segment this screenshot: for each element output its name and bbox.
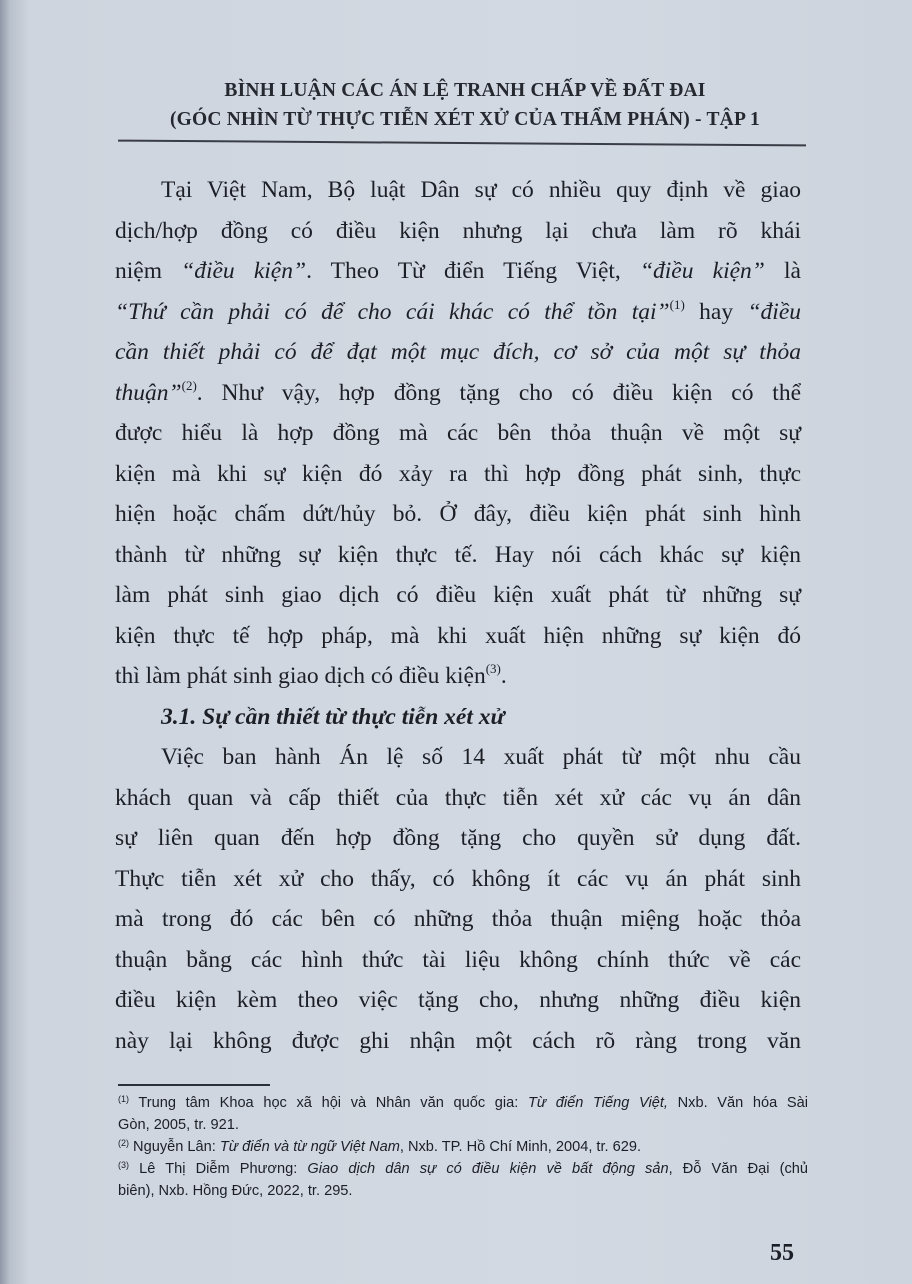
header-title: BÌNH LUẬN CÁC ÁN LỆ TRANH CHẤP VỀ ĐẤT ĐAI (224, 80, 706, 101)
italic-text: thuận” (115, 379, 182, 406)
text: Nxb. Văn hóa Sài (667, 1095, 808, 1111)
footnote-line (118, 1136, 808, 1158)
text-line (115, 332, 801, 373)
text: Gòn, 2005, tr. 921. (118, 1117, 239, 1133)
text: . Như vậy, hợp đồng tặng cho có điều kiện có thể (196, 379, 801, 406)
text: khách quan và cấp thiết của thực tiễn xét xử các vụ án dân (115, 784, 801, 811)
text: Nguyễn Lân: (129, 1139, 220, 1155)
text-line (115, 656, 801, 697)
footnote (118, 1092, 808, 1136)
text-line (115, 616, 801, 657)
text: kiện thực tế hợp pháp, mà khi xuất hiện những sự kiện đó (115, 622, 801, 649)
footnote-line (118, 1114, 808, 1136)
footnote-marker: (1) (118, 1094, 129, 1104)
footnote (118, 1136, 808, 1158)
italic-text: “điều kiện” (181, 258, 307, 284)
text: Việc ban hành Án lệ số 14 xuất phát từ một nhu cầu (161, 744, 801, 770)
text-line (115, 737, 801, 778)
text-line (115, 1021, 801, 1062)
paragraph (115, 737, 801, 1061)
header-rule (118, 140, 806, 147)
text: này lại không được ghi nhận một cách rõ ràng trong văn (115, 1027, 801, 1054)
text-line (115, 778, 801, 819)
text: . Theo Từ điển Tiếng Việt, (306, 258, 640, 284)
text: thì làm phát sinh giao dịch có điều kiện (115, 663, 486, 689)
footnote-separator (118, 1084, 270, 1086)
section-heading (115, 697, 801, 738)
text-line (115, 899, 801, 940)
text-line (115, 211, 801, 252)
footnote (118, 1158, 808, 1202)
text-line (115, 292, 801, 333)
text-line (115, 454, 801, 495)
text: Trung tâm Khoa học xã hội và Nhân văn quốc gia: (129, 1095, 528, 1111)
footnote-line (118, 1092, 808, 1114)
text: sự liên quan đến hợp đồng tặng cho quyền sử dụng đất. (115, 825, 801, 851)
text-line (115, 859, 801, 900)
text: 3.1. Sự cần thiết từ thực tiễn xét xử (161, 703, 505, 730)
text: Tại Việt Nam, Bộ luật Dân sự có nhiều quy định về giao (161, 177, 801, 203)
text: kiện mà khi sự kiện đó xảy ra thì hợp đồng phát sinh, thực (115, 460, 801, 487)
italic-text: “điều (747, 298, 801, 325)
text: điều kiện kèm theo việc tặng cho, nhưng những điều kiện (115, 987, 801, 1013)
text: . (500, 663, 507, 689)
footnote-marker: (3) (118, 1160, 129, 1170)
text-line (115, 818, 801, 859)
text-line (115, 575, 801, 616)
header-subtitle: (GÓC NHÌN TỪ THỰC TIỄN XÉT XỬ CỦA THẨM PHÁN) - TẬP 1 (169, 109, 761, 130)
italic-text: Từ điển và từ ngữ Việt Nam (219, 1139, 400, 1155)
text-line (115, 373, 801, 414)
italic-text: “điều kiện” (639, 258, 765, 284)
footnote-marker: (2) (181, 377, 197, 393)
text: hay (684, 298, 748, 325)
text-line (115, 697, 801, 738)
text: thuận bằng các hình thức tài liệu không chính thức về các (115, 946, 801, 973)
text-line (115, 251, 801, 292)
text: là (764, 258, 801, 284)
text-line (115, 980, 801, 1021)
footnote-line (118, 1180, 808, 1202)
footnote-line (118, 1158, 808, 1180)
italic-text: Từ điển Tiếng Việt, (527, 1095, 668, 1111)
text: niệm (115, 258, 182, 284)
text: , Nxb. TP. Hồ Chí Minh, 2004, tr. 629. (399, 1139, 642, 1155)
text: , Đỗ Văn Đại (chủ (668, 1161, 809, 1177)
text-line (115, 940, 801, 981)
text: mà trong đó các bên có những thỏa thuận miệng hoặc thỏa (115, 906, 801, 932)
text-line (115, 494, 801, 535)
italic-text: “Thứ cần phải có để cho cái khác có thể tồn tại” (115, 298, 670, 325)
footnote-marker: (1) (669, 296, 685, 312)
footnotes (118, 1092, 808, 1202)
text-line (115, 413, 801, 454)
body-text (115, 170, 801, 1061)
italic-text: cần thiết phải có để đạt một mục đích, cơ sở của một sự thỏa (115, 339, 801, 365)
text: dịch/hợp đồng có điều kiện nhưng lại chưa làm rõ khái (115, 217, 801, 244)
italic-text: Giao dịch dân sự có điều kiện về bất động sản (307, 1161, 669, 1177)
text: hiện hoặc chấm dứt/hủy bỏ. Ở đây, điều kiện phát sinh hình (115, 501, 801, 527)
text: Thực tiễn xét xử cho thấy, có không ít các vụ án phát sinh (115, 865, 801, 892)
text: thành từ những sự kiện thực tế. Hay nói cách khác sự kiện (115, 541, 801, 568)
text-line (115, 170, 801, 211)
text: biên), Nxb. Hồng Đức, 2022, tr. 295. (118, 1183, 353, 1199)
page-number: 55 (770, 1240, 794, 1266)
text: Lê Thị Diễm Phương: (129, 1161, 308, 1177)
footnote-marker: (2) (118, 1138, 129, 1148)
running-header (120, 76, 810, 134)
footnote-marker: (3) (485, 661, 501, 676)
text: làm phát sinh giao dịch có điều kiện xuất phát từ những sự (115, 582, 801, 608)
text-line (115, 535, 801, 576)
paragraph (115, 170, 801, 697)
text: được hiểu là hợp đồng mà các bên thỏa thuận về một sự (115, 420, 801, 446)
